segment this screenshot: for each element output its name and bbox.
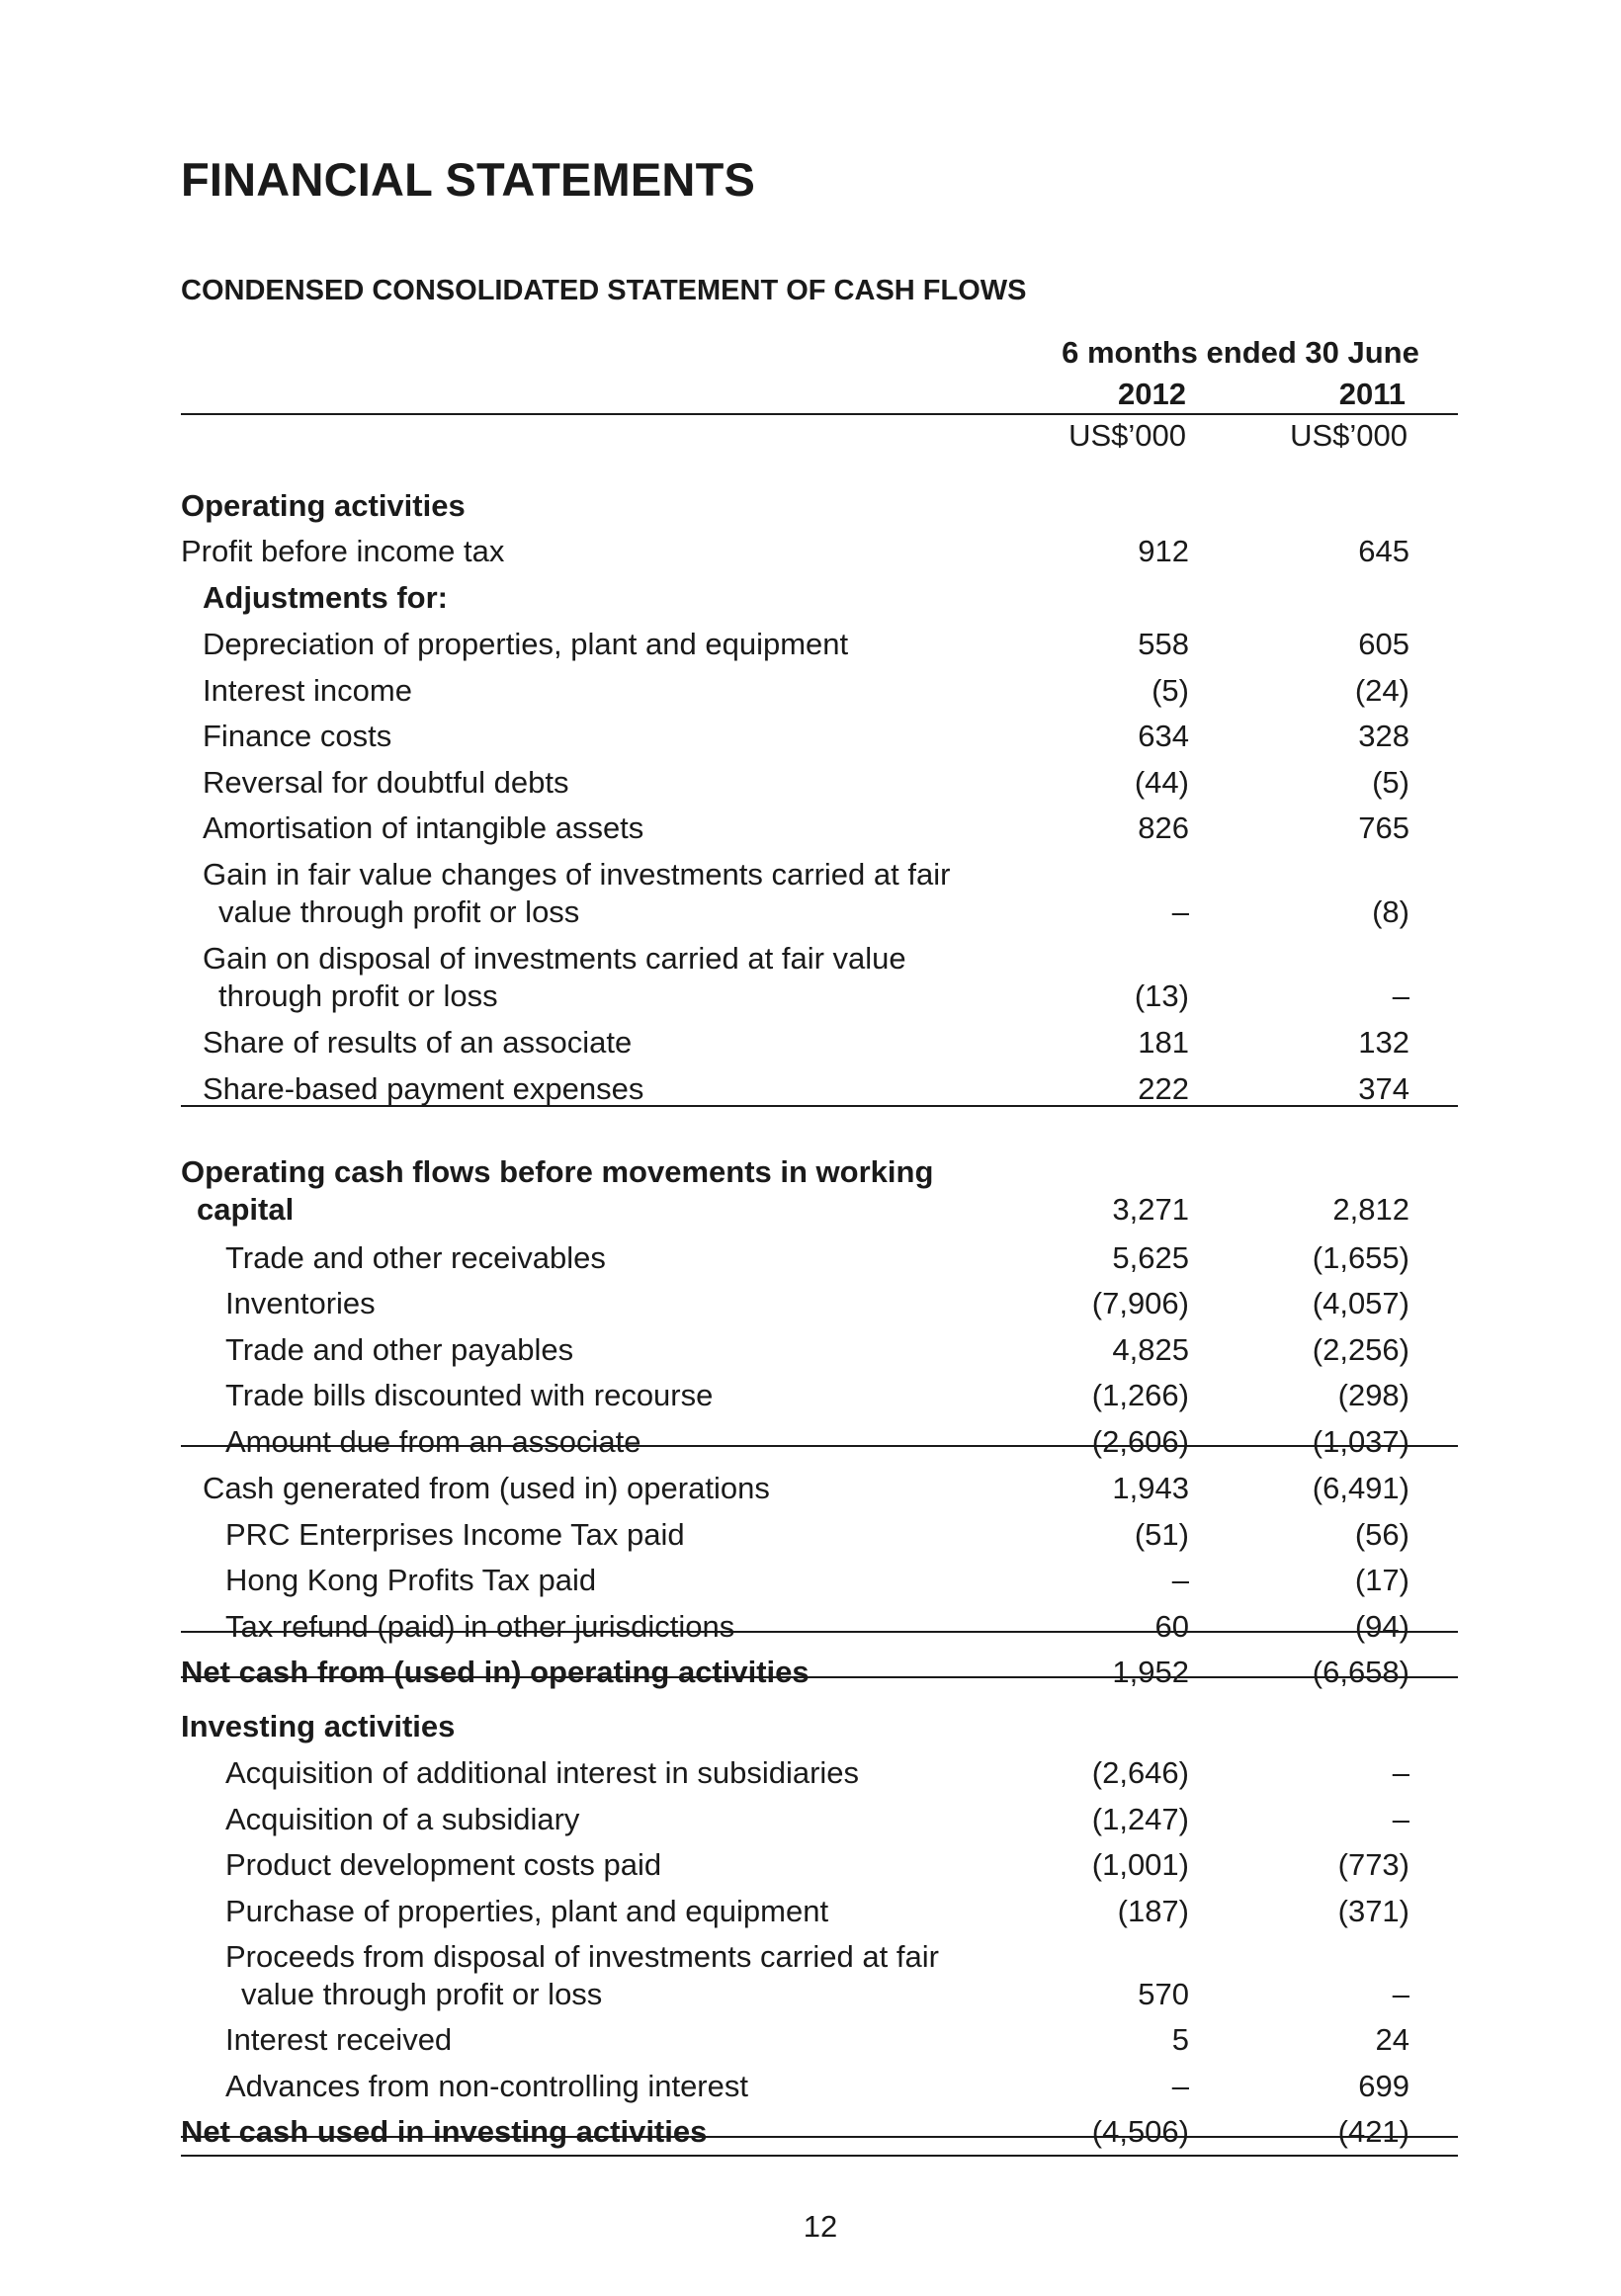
value-2012: (4,506)	[1091, 2114, 1189, 2149]
row-label: Advances from non-controlling interest	[225, 2069, 748, 2103]
value-2011: –	[1392, 978, 1409, 1013]
table-row	[0, 1024, 1621, 1067]
row-label: Interest income	[203, 673, 412, 708]
value-2012: 1,952	[1112, 1655, 1189, 1689]
page-title: FINANCIAL STATEMENTS	[181, 153, 756, 206]
row-label: Gain in fair value changes of investments carried at fair	[203, 857, 951, 892]
table-rule	[181, 1445, 1458, 1447]
value-2012: 826	[1138, 810, 1189, 845]
table-rule	[181, 1676, 1458, 1678]
value-2012: 570	[1138, 1977, 1189, 2011]
page-number: 12	[803, 2209, 838, 2244]
value-2012: 1,943	[1112, 1471, 1189, 1505]
row-label-continuation: capital	[197, 1192, 295, 1227]
value-2011: 24	[1375, 2022, 1409, 2057]
value-2011: 605	[1358, 627, 1409, 661]
table-row	[0, 1562, 1621, 1605]
value-2011: 765	[1358, 810, 1409, 845]
table-row	[0, 1239, 1621, 1283]
value-2012: 222	[1138, 1071, 1189, 1106]
value-2012: 634	[1138, 719, 1189, 753]
value-2012: (44)	[1134, 765, 1189, 800]
table-row	[0, 533, 1621, 576]
row-label-continuation: through profit or loss	[218, 978, 498, 1013]
table-row	[0, 626, 1621, 669]
value-2011: 374	[1358, 1071, 1409, 1106]
statement-title: CONDENSED CONSOLIDATED STATEMENT OF CASH FLOWS	[181, 275, 1027, 306]
value-2012: 181	[1138, 1025, 1189, 1060]
value-2011: (421)	[1337, 2114, 1409, 2149]
value-2012: (51)	[1134, 1517, 1189, 1552]
table-row	[0, 1608, 1621, 1652]
value-2012: 3,271	[1112, 1192, 1189, 1227]
value-2011: (1,037)	[1312, 1424, 1409, 1459]
row-label: Net cash from (used in) operating activities	[181, 1655, 810, 1689]
value-2011: (8)	[1372, 894, 1409, 929]
value-2012: –	[1171, 1563, 1189, 1597]
row-label: Amortisation of intangible assets	[203, 810, 644, 845]
value-2012: 4,825	[1112, 1332, 1189, 1367]
value-2011: –	[1392, 1977, 1409, 2011]
table-rule	[181, 1631, 1458, 1633]
row-label: Product development costs paid	[225, 1847, 662, 1882]
value-2012: (5)	[1152, 673, 1189, 708]
value-2011: (94)	[1354, 1609, 1409, 1644]
row-label: Profit before income tax	[181, 534, 505, 568]
row-label: Share of results of an associate	[203, 1025, 633, 1060]
table-row	[0, 1801, 1621, 1844]
value-2011: 2,812	[1332, 1192, 1409, 1227]
row-label-continuation: value through profit or loss	[218, 894, 580, 929]
table-row	[0, 940, 1621, 1021]
row-label: Cash generated from (used in) operations	[203, 1471, 770, 1505]
row-label: Acquisition of a subsidiary	[225, 1802, 580, 1836]
row-label: Share-based payment expenses	[203, 1071, 644, 1106]
value-2012: –	[1171, 894, 1189, 929]
table-row	[0, 1377, 1621, 1420]
value-2011: 645	[1358, 534, 1409, 568]
table-rule	[181, 1105, 1458, 1107]
row-label: Reversal for doubtful debts	[203, 765, 569, 800]
table-rule	[181, 2136, 1458, 2138]
table-row	[0, 1938, 1621, 2019]
value-2012: 912	[1138, 534, 1189, 568]
table-row	[0, 2068, 1621, 2111]
table-row	[0, 1846, 1621, 1890]
table-row	[0, 1516, 1621, 1560]
table-row	[0, 1470, 1621, 1513]
value-2012: 5,625	[1112, 1240, 1189, 1275]
value-2011: (5)	[1372, 765, 1409, 800]
table-row	[0, 2113, 1621, 2157]
row-label: Trade and other payables	[225, 1332, 574, 1367]
table-row	[0, 672, 1621, 716]
table-row	[0, 1070, 1621, 1114]
value-2011: 132	[1358, 1025, 1409, 1060]
value-2011: (773)	[1337, 1847, 1409, 1882]
table-rule	[181, 2155, 1458, 2157]
table-row	[0, 764, 1621, 808]
row-label: Acquisition of additional interest in subsidiaries	[225, 1755, 860, 1790]
value-2011: (1,655)	[1312, 1240, 1409, 1275]
value-2011: (17)	[1354, 1563, 1409, 1597]
value-2012: (187)	[1117, 1894, 1189, 1928]
row-label: Depreciation of properties, plant and equipment	[203, 627, 849, 661]
value-2012: 5	[1171, 2022, 1189, 2057]
table-row	[0, 1153, 1621, 1234]
header-rule	[181, 413, 1458, 415]
value-2011: 328	[1358, 719, 1409, 753]
value-2011: 699	[1358, 2069, 1409, 2103]
row-label-continuation: value through profit or loss	[241, 1977, 603, 2011]
year-header-2012: 2012	[1118, 377, 1186, 411]
value-2011: (6,491)	[1312, 1471, 1409, 1505]
row-label: Inventories	[225, 1286, 376, 1320]
value-2011: (6,658)	[1312, 1655, 1409, 1689]
row-label: Trade and other receivables	[225, 1240, 606, 1275]
table-row	[0, 579, 1621, 623]
value-2011: (4,057)	[1312, 1286, 1409, 1320]
value-2012: (1,001)	[1091, 1847, 1189, 1882]
value-2012: (7,906)	[1091, 1286, 1189, 1320]
table-row	[0, 2021, 1621, 2065]
value-2012: (1,266)	[1091, 1378, 1189, 1412]
value-2012: –	[1171, 2069, 1189, 2103]
row-label: Operating activities	[181, 488, 466, 523]
value-2011: (371)	[1337, 1894, 1409, 1928]
value-2012: (2,646)	[1091, 1755, 1189, 1790]
value-2011: –	[1392, 1755, 1409, 1790]
value-2011: (2,256)	[1312, 1332, 1409, 1367]
period-header: 6 months ended 30 June	[1062, 335, 1419, 370]
row-label: Purchase of properties, plant and equipment	[225, 1894, 829, 1928]
row-label: Net cash used in investing activities	[181, 2114, 708, 2149]
table-row	[0, 718, 1621, 761]
table-row	[0, 1708, 1621, 1751]
value-2012: (13)	[1134, 978, 1189, 1013]
table-row	[0, 1754, 1621, 1798]
table-row	[0, 1654, 1621, 1697]
unit-header-2011: US$’000	[1290, 418, 1408, 453]
row-label: Gain on disposal of investments carried at fair value	[203, 941, 906, 976]
table-row	[0, 856, 1621, 937]
value-2012: 60	[1154, 1609, 1189, 1644]
row-label: Hong Kong Profits Tax paid	[225, 1563, 597, 1597]
row-label: Proceeds from disposal of investments carried at fair	[225, 1939, 939, 1974]
table-row	[0, 1331, 1621, 1375]
unit-header-2012: US$’000	[1068, 418, 1186, 453]
table-row	[0, 809, 1621, 853]
row-label: Investing activities	[181, 1709, 456, 1743]
row-label: Amount due from an associate	[225, 1424, 641, 1459]
row-label: Tax refund (paid) in other jurisdictions	[225, 1609, 735, 1644]
row-label: Finance costs	[203, 719, 392, 753]
row-label: Trade bills discounted with recourse	[225, 1378, 714, 1412]
value-2011: (298)	[1337, 1378, 1409, 1412]
table-row	[0, 487, 1621, 531]
value-2012: 558	[1138, 627, 1189, 661]
value-2011: (56)	[1354, 1517, 1409, 1552]
value-2012: (1,247)	[1091, 1802, 1189, 1836]
row-label: Interest received	[225, 2022, 453, 2057]
year-header-2011: 2011	[1338, 377, 1406, 411]
value-2012: (2,606)	[1091, 1424, 1189, 1459]
value-2011: (24)	[1354, 673, 1409, 708]
table-row	[0, 1893, 1621, 1936]
row-label: PRC Enterprises Income Tax paid	[225, 1517, 685, 1552]
table-row	[0, 1285, 1621, 1328]
row-label: Operating cash flows before movements in working	[181, 1154, 934, 1189]
row-label: Adjustments for:	[203, 580, 448, 615]
value-2011: –	[1392, 1802, 1409, 1836]
